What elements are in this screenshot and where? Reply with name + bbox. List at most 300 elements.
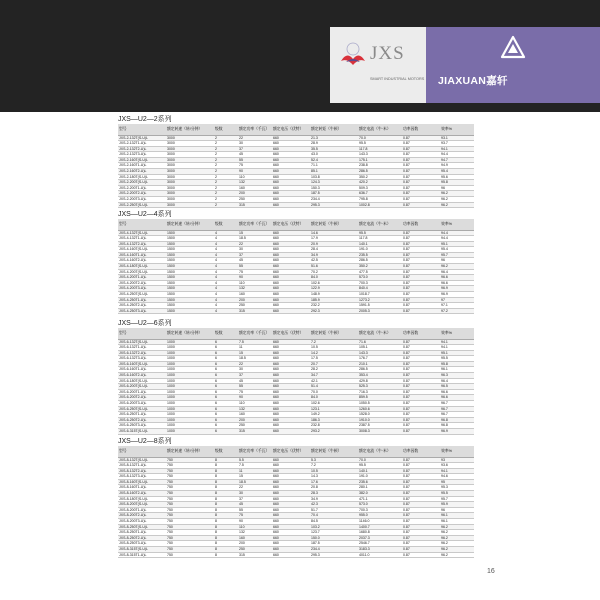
column-header: 额定电压（伏特） <box>272 446 310 457</box>
table-cell: 8 <box>214 524 238 530</box>
table-cell: 660 <box>272 513 310 519</box>
table-cell: 660 <box>272 417 310 423</box>
table-cell: 3000 <box>166 180 214 186</box>
table-cell: 1000 <box>166 406 214 412</box>
table-cell: 96.7 <box>440 406 474 412</box>
table-cell: JXS-6-250T3-U)L <box>118 423 166 429</box>
table-cell: 96.2 <box>440 547 474 553</box>
table-cell: 96.6 <box>440 280 474 286</box>
table-cell: 5.3 <box>310 457 358 463</box>
table-cell: JXS-6-315T(S-U)L <box>118 429 166 435</box>
table-cell: 660 <box>272 303 310 309</box>
table-cell: 6 <box>214 378 238 384</box>
table-cell: JXS-6-160T(S-U)L <box>118 361 166 367</box>
company-name: JIAXUAN嘉轩 <box>438 75 508 87</box>
table-cell: 6 <box>214 350 238 356</box>
table-cell: 30 <box>238 247 272 253</box>
table-cell: 4 <box>214 264 238 270</box>
column-header: 额定功率（千瓦） <box>238 124 272 135</box>
table-cell: 8 <box>214 474 238 480</box>
table-cell: 750 <box>166 519 214 525</box>
brand-right-panel <box>426 27 600 103</box>
table-cell: 6 <box>214 395 238 401</box>
table-cell: 1400.7 <box>358 524 402 530</box>
column-header: 额定电流（牛·米） <box>358 124 402 135</box>
spec-table <box>118 328 474 435</box>
table-cell: 0.87 <box>402 513 440 519</box>
table-cell: 1500 <box>166 292 214 298</box>
table-cell: 124.3 <box>310 180 358 186</box>
table-cell: 96.8 <box>440 417 474 423</box>
column-header: 额定电流（牛·米） <box>358 219 402 230</box>
table-cell: 660 <box>272 463 310 469</box>
table-cell: 150.3 <box>310 185 358 191</box>
table-cell: 0.87 <box>402 286 440 292</box>
table-cell: 1273.2 <box>358 297 402 303</box>
table-cell: 96.2 <box>440 191 474 197</box>
table-cell: 750 <box>166 474 214 480</box>
table-cell: 840.4 <box>358 286 402 292</box>
table-cell: 750 <box>166 463 214 469</box>
table-cell: JXS-6-200T(S-U)L <box>118 384 166 390</box>
table-cell: 4 <box>214 297 238 303</box>
table-cell: 1500 <box>166 264 214 270</box>
table-cell: 149.2 <box>310 412 358 418</box>
table-cell: 94.4 <box>440 152 474 158</box>
table-cell: 0.87 <box>402 169 440 175</box>
table-cell: 8 <box>214 463 238 469</box>
table-cell: 148.9 <box>310 292 358 298</box>
table-cell: 660 <box>272 373 310 379</box>
table-cell: 70.4 <box>310 513 358 519</box>
table-cell: 4 <box>214 258 238 264</box>
table-cell: 0.87 <box>402 491 440 497</box>
table-cell: 315 <box>238 308 272 314</box>
table-cell: 4 <box>214 247 238 253</box>
column-header: 额定转速（转/分钟） <box>166 219 214 230</box>
table-cell: 660 <box>272 485 310 491</box>
table-cell: JXS-2-132T1-U)L <box>118 141 166 147</box>
table-cell: 123.7 <box>310 530 358 536</box>
table-cell: 2 <box>214 163 238 169</box>
table-cell: JXS-4-200T(S-U)L <box>118 269 166 275</box>
table-cell: 42.5 <box>310 258 358 264</box>
table-cell: 97 <box>440 297 474 303</box>
table-cell: 17.5 <box>310 356 358 362</box>
table-cell: 110 <box>238 524 272 530</box>
table-cell: 235.6 <box>358 479 402 485</box>
column-header: 功率因数 <box>402 219 440 230</box>
table-cell: 210.1 <box>358 361 402 367</box>
table-cell: 187.5 <box>310 191 358 197</box>
table-cell: 70.0 <box>358 135 402 141</box>
table-cell: 660 <box>272 406 310 412</box>
table-cell: 37 <box>238 252 272 258</box>
table-cell: 0.87 <box>402 241 440 247</box>
table-cell: JXS-6-250T2-U)L <box>118 417 166 423</box>
table-cell: JXS-4-250T(S-U)L <box>118 292 166 298</box>
table-cell: JXS-4-132T2-U)L <box>118 241 166 247</box>
table-cell: 22 <box>238 241 272 247</box>
table-cell: 232.8 <box>310 423 358 429</box>
table-cell: 750 <box>166 535 214 541</box>
table-cell: 94.1 <box>440 468 474 474</box>
table-cell: 1000 <box>166 417 214 423</box>
table-cell: 93.6 <box>440 463 474 469</box>
column-header: 额定转矩（牛顿） <box>310 219 358 230</box>
table-cell: 1910.0 <box>358 417 402 423</box>
table-cell: 250 <box>238 547 272 553</box>
table-cell: 234.4 <box>310 547 358 553</box>
table-cell: 160 <box>238 292 272 298</box>
section-title: JXS—U2—4系列 <box>118 211 172 218</box>
table-cell: 75 <box>238 513 272 519</box>
table-cell: 2 <box>214 157 238 163</box>
table-cell: 660 <box>272 141 310 147</box>
table-cell: 1500 <box>166 236 214 242</box>
table-cell: 94.1 <box>440 345 474 351</box>
table-cell: 8 <box>214 485 238 491</box>
table-cell: 0.87 <box>402 345 440 351</box>
column-header: 级数 <box>214 219 238 230</box>
table-cell: 660 <box>272 356 310 362</box>
table-cell: 97.2 <box>440 308 474 314</box>
table-cell: 660 <box>272 535 310 541</box>
table-cell: 96.2 <box>440 535 474 541</box>
table-cell: JXS-4-250T3-U)L <box>118 308 166 314</box>
brand-left-panel <box>330 27 426 103</box>
table-cell: 96.9 <box>440 429 474 435</box>
table-cell: 6 <box>214 429 238 435</box>
table-cell: 3000 <box>166 202 214 208</box>
table-cell: 37 <box>238 146 272 152</box>
table-cell: 96.2 <box>440 202 474 208</box>
table-cell: JXS-8-132T3-U)L <box>118 474 166 480</box>
table-cell: 20.8 <box>310 485 358 491</box>
column-header: 额定转矩（牛顿） <box>310 124 358 135</box>
table-cell: 0.87 <box>402 367 440 373</box>
column-header: 额定转速（转/分钟） <box>166 446 214 457</box>
table-cell: JXS-8-250T(S-U)L <box>118 524 166 530</box>
table-cell: 102.6 <box>310 280 358 286</box>
table-cell: 750 <box>166 457 214 463</box>
table-cell: JXS-4-132T1-U)L <box>118 236 166 242</box>
table-cell: 143.3 <box>358 350 402 356</box>
table-cell: 4 <box>214 241 238 247</box>
table-cell: 30 <box>238 491 272 497</box>
section-title: JXS—U2—2系列 <box>118 116 172 123</box>
table-cell: 187.5 <box>310 541 358 547</box>
table-cell: 0.87 <box>402 463 440 469</box>
column-header: 功率因数 <box>402 124 440 135</box>
table-cell: 660 <box>272 230 310 236</box>
table-cell: 4011.0 <box>358 552 402 558</box>
table-cell: 191.0 <box>358 474 402 480</box>
table-cell: JXS-8-132T(S-U)L <box>118 457 166 463</box>
table-cell: 660 <box>272 468 310 474</box>
table-cell: 105.1 <box>358 345 402 351</box>
table-cell: JXS-6-132T2-U)L <box>118 350 166 356</box>
table-cell: 1500 <box>166 252 214 258</box>
table-cell: 1000 <box>166 339 214 345</box>
table-cell: 0.87 <box>402 350 440 356</box>
table-cell: 0.87 <box>402 502 440 508</box>
table-cell: 43.0 <box>310 152 358 158</box>
table-cell: 286.5 <box>358 367 402 373</box>
table-cell: 750 <box>166 502 214 508</box>
table-cell: JXS-4-200T3-U)L <box>118 286 166 292</box>
table-cell: 1500 <box>166 275 214 281</box>
table-cell: JXS-8-250T1-U)L <box>118 530 166 536</box>
table-cell: 660 <box>272 429 310 435</box>
table-cell: 51.4 <box>310 384 358 390</box>
table-cell: 95.6 <box>440 174 474 180</box>
table-cell: 6 <box>214 412 238 418</box>
table-cell: 96.8 <box>440 423 474 429</box>
table-cell: 750 <box>166 491 214 497</box>
table-cell: 95.5 <box>440 356 474 362</box>
table-cell: 200 <box>238 297 272 303</box>
table-cell: 55 <box>238 157 272 163</box>
table-cell: 660 <box>272 163 310 169</box>
table-cell: JXS-6-180T(S-U)L <box>118 378 166 384</box>
table-cell: 93.7 <box>440 141 474 147</box>
table-cell: 235.5 <box>358 252 402 258</box>
table-cell: 1500 <box>166 241 214 247</box>
table-cell: 55 <box>238 384 272 390</box>
table-cell: 96.7 <box>440 401 474 407</box>
table-cell: 660 <box>272 479 310 485</box>
table-row <box>118 202 474 208</box>
table-cell: 96 <box>440 507 474 513</box>
table-cell: 3000 <box>166 157 214 163</box>
table-cell: 660 <box>272 135 310 141</box>
table-cell: 3000 <box>166 185 214 191</box>
table-cell: 96.2 <box>440 530 474 536</box>
table-cell: 110 <box>238 174 272 180</box>
table-cell: 8 <box>214 457 238 463</box>
table-cell: 14.2 <box>310 350 358 356</box>
table-cell: 84.0 <box>310 395 358 401</box>
table-cell: JXS-2-250T(S-U)L <box>118 202 166 208</box>
table-cell: 750 <box>166 507 214 513</box>
table-cell: 37 <box>238 373 272 379</box>
table-cell: 0.87 <box>402 258 440 264</box>
table-cell: 1000 <box>166 345 214 351</box>
table-cell: 3000 <box>166 146 214 152</box>
table-cell: 0.87 <box>402 530 440 536</box>
table-cell: 0.87 <box>402 191 440 197</box>
table-cell: 750 <box>166 552 214 558</box>
table-cell: 3000 <box>166 135 214 141</box>
table-cell: 660 <box>272 146 310 152</box>
table-cell: JXS-8-200T2-U)L <box>118 513 166 519</box>
table-cell: 132 <box>238 180 272 186</box>
table-cell: JXS-2-160T1-U)L <box>118 163 166 169</box>
table-cell: JXS-4-160T(S-U)L <box>118 247 166 253</box>
table-cell: 8 <box>214 496 238 502</box>
table-cell: 45 <box>238 258 272 264</box>
table-cell: 0.87 <box>402 496 440 502</box>
table-cell: 1500 <box>166 247 214 253</box>
table-cell: 52.4 <box>310 157 358 163</box>
table-cell: 103.2 <box>310 524 358 530</box>
table-cell: 525.3 <box>358 384 402 390</box>
table-cell: 22 <box>238 135 272 141</box>
table-cell: 660 <box>272 191 310 197</box>
table-cell: 238.8 <box>358 163 402 169</box>
table-cell: JXS-4-160T2-U)L <box>118 258 166 264</box>
table-cell: 96.5 <box>440 384 474 390</box>
table-cell: 1000 <box>166 384 214 390</box>
table-cell: 0.87 <box>402 474 440 480</box>
table-cell: 186.3 <box>310 417 358 423</box>
table-cell: 6 <box>214 417 238 423</box>
table-cell: 660 <box>272 180 310 186</box>
table-cell: 11 <box>238 345 272 351</box>
table-cell: 3000 <box>166 174 214 180</box>
table-cell: 160 <box>238 535 272 541</box>
table-cell: 34.7 <box>310 373 358 379</box>
table-cell: 17.6 <box>310 479 358 485</box>
table-cell: JXS-8-180T(S-U)L <box>118 496 166 502</box>
table-cell: 95.5 <box>358 230 402 236</box>
table-cell: 700.3 <box>358 280 402 286</box>
table-cell: 4 <box>214 303 238 309</box>
table-cell: 94.1 <box>440 146 474 152</box>
table-cell: 2 <box>214 202 238 208</box>
table-cell: 1000 <box>166 350 214 356</box>
table-cell: 34.9 <box>310 496 358 502</box>
table-cell: 94.9 <box>440 163 474 169</box>
table-cell: 2546.7 <box>358 541 402 547</box>
table-cell: 1000 <box>166 361 214 367</box>
table-cell: 1000 <box>166 401 214 407</box>
column-header: 型号 <box>118 124 166 135</box>
table-cell: 660 <box>272 280 310 286</box>
brand-tagline: SMART INDUSTRIAL MOTORS <box>370 77 425 81</box>
table-cell: 4 <box>214 236 238 242</box>
table-cell: JXS-2-180T(S-U)L <box>118 174 166 180</box>
table-cell: 315 <box>238 552 272 558</box>
table-cell: 0.87 <box>402 406 440 412</box>
table-cell: 0.87 <box>402 384 440 390</box>
column-header: 额定电压（伏特） <box>272 219 310 230</box>
table-cell: 8 <box>214 547 238 553</box>
table-cell: 6 <box>214 401 238 407</box>
table-cell: 75 <box>238 269 272 275</box>
table-cell: 8 <box>214 519 238 525</box>
table-cell: 191.0 <box>358 247 402 253</box>
table-cell: 8 <box>214 491 238 497</box>
table-cell: 6 <box>214 367 238 373</box>
table-cell: JXS-6-200T2-U)L <box>118 395 166 401</box>
table-cell: JXS-6-132T(S-U)L <box>118 339 166 345</box>
table-cell: JXS-4-160T1-U)L <box>118 252 166 258</box>
table-cell: 2 <box>214 146 238 152</box>
table-header-row <box>118 219 474 230</box>
table-cell: 859.5 <box>358 395 402 401</box>
table-cell: 90 <box>238 169 272 175</box>
table-cell: 18.5 <box>238 236 272 242</box>
table-cell: 20.7 <box>310 361 358 367</box>
table-cell: 45 <box>238 152 272 158</box>
table-cell: 2 <box>214 169 238 175</box>
table-cell: 30 <box>238 367 272 373</box>
table-cell: 37 <box>238 496 272 502</box>
table-cell: JXS-4-180T(S-U)L <box>118 264 166 270</box>
table-cell: JXS-8-160T2-U)L <box>118 491 166 497</box>
table-cell: 660 <box>272 530 310 536</box>
column-header: 额定电压（伏特） <box>272 328 310 339</box>
table-cell: 382.0 <box>358 491 402 497</box>
table-cell: 0.87 <box>402 308 440 314</box>
table-cell: 660 <box>272 247 310 253</box>
table-cell: 97.1 <box>440 303 474 309</box>
table-cell: 140.1 <box>358 468 402 474</box>
page-number: 16 <box>487 568 495 575</box>
table-cell: 660 <box>272 412 310 418</box>
table-cell: 94.6 <box>440 474 474 480</box>
spec-table <box>118 446 474 558</box>
table-cell: 750 <box>166 524 214 530</box>
table-cell: 660 <box>272 252 310 258</box>
table-cell: 1500 <box>166 297 214 303</box>
table-row <box>118 552 474 558</box>
table-cell: 75 <box>238 389 272 395</box>
table-cell: 660 <box>272 384 310 390</box>
table-cell: 45 <box>238 502 272 508</box>
table-cell: 4 <box>214 292 238 298</box>
table-cell: 0.87 <box>402 373 440 379</box>
table-cell: 2 <box>214 135 238 141</box>
table-cell: 350.2 <box>358 174 402 180</box>
table-cell: 20.9 <box>310 241 358 247</box>
table-cell: 95.5 <box>358 141 402 147</box>
table-cell: 96 <box>440 185 474 191</box>
table-cell: JXS-8-250T2-U)L <box>118 535 166 541</box>
table-cell: 2387.5 <box>358 423 402 429</box>
table-cell: 286.5 <box>358 258 402 264</box>
table-cell: 28.9 <box>310 141 358 147</box>
table-cell: 750 <box>166 541 214 547</box>
table-cell: 6 <box>214 389 238 395</box>
table-cell: 660 <box>272 361 310 367</box>
table-cell: 1002.8 <box>358 202 402 208</box>
table-cell: JXS-2-132T(S-U)L <box>118 135 166 141</box>
column-header: 额定转矩（牛顿） <box>310 328 358 339</box>
table-cell: 90 <box>238 395 272 401</box>
table-cell: 85.1 <box>310 169 358 175</box>
table-cell: JXS-8-160T1-U)L <box>118 485 166 491</box>
table-cell: 95 <box>440 479 474 485</box>
table-cell: 293.2 <box>310 429 358 435</box>
column-header: 额定转矩（牛顿） <box>310 446 358 457</box>
table-cell: JXS-4-132T(S-U)L <box>118 230 166 236</box>
table-cell: 3183.3 <box>358 547 402 553</box>
table-cell: 96.1 <box>440 513 474 519</box>
table-cell: JXS-8-132T2-U)L <box>118 468 166 474</box>
table-cell: 6 <box>214 345 238 351</box>
table-cell: 660 <box>272 389 310 395</box>
table-cell: 660 <box>272 241 310 247</box>
table-cell: 96.4 <box>440 269 474 275</box>
column-header: 功率因数 <box>402 446 440 457</box>
table-cell: 0.87 <box>402 479 440 485</box>
table-cell: 8 <box>214 468 238 474</box>
table-cell: 17.9 <box>310 236 358 242</box>
table-cell: 15 <box>238 474 272 480</box>
